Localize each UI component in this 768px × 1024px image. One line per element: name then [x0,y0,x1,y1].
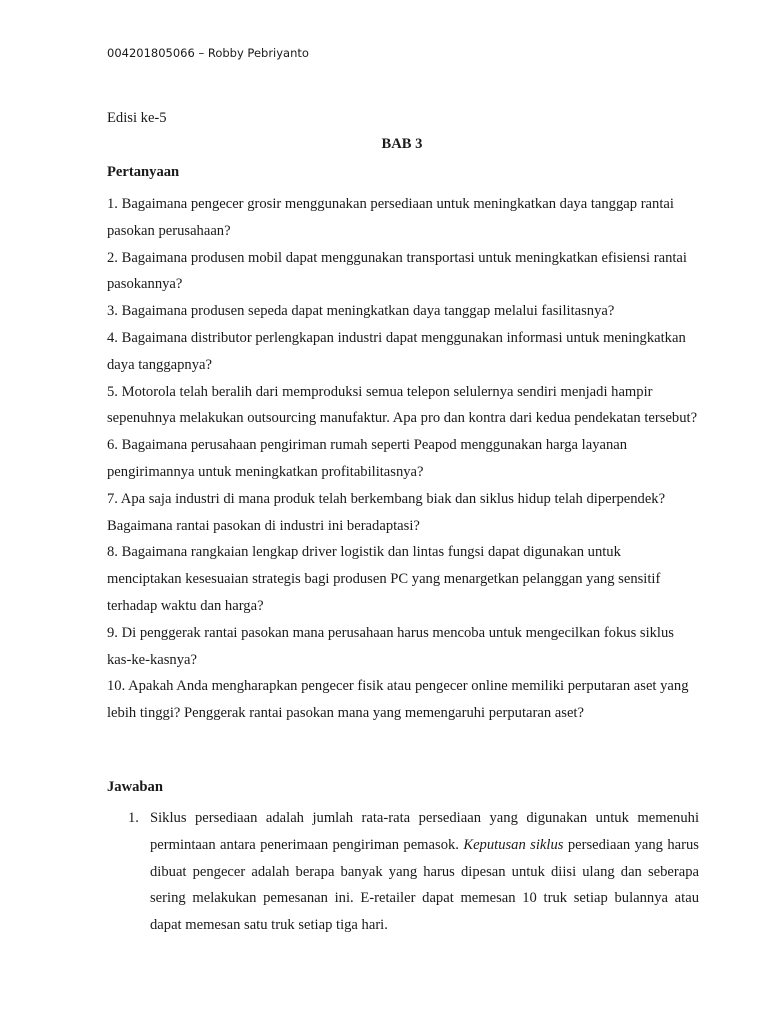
answer-text-part: persediaan yang harus dibuat pengecer adalah berapa banyak yang harus dipesan untuk diisi ulang dan seberapa sering melakukan pemesanan ini. E-retailer dapat memesan 10 truk setiap bulannya atau dapat memesan satu truk setiap tiga hari. [150,836,699,934]
question-item: 3. Bagaimana produsen sepeda dapat meningkatkan daya tanggap melalui fasilitasnya? [107,303,615,320]
chapter-title: BAB 3 [381,136,423,152]
answer-italic-term: Keputusan siklus [463,836,564,853]
answer-item [107,805,699,939]
answers-heading: Jawaban [107,779,163,795]
question-item: 2. Bagaimana produsen mobil dapat menggunakan transportasi untuk meningkatkan efisiensi rantai pasokannya? [107,249,687,293]
author-header: 004201805066 – Robby Pebriyanto [107,46,309,60]
question-item: 7. Apa saja industri di mana produk telah berkembang biak dan siklus hidup telah diperpendek? Bagaimana rantai pasokan di industri ini beradaptasi? [107,490,666,534]
edition-label: Edisi ke-5 [107,110,167,126]
question-item: 6. Bagaimana perusahaan pengiriman rumah seperti Peapod menggunakan harga layanan pengirimannya untuk meningkatkan profitabilitasnya? [107,437,628,480]
question-item: 5. Motorola telah beralih dari memproduksi semua telepon selulernya sendiri menjadi hampir sepenuhnya melakukan outsourcing manufaktur. Apa pro dan kontra dari kedua pendekatan tersebut? [107,383,698,427]
questions-heading: Pertanyaan [107,164,180,180]
answers-list [107,805,699,939]
question-item: 8. Bagaimana rangkaian lengkap driver logistik dan lintas fungsi dapat digunakan untuk menciptakan kesesuaian strategis bagi produsen PC yang menargetkan pelanggan yang sensitif terhadap waktu dan harga? [107,544,661,614]
question-item: 4. Bagaimana distributor perlengkapan industri dapat menggunakan informasi untuk meningkatkan daya tanggapnya? [107,329,686,373]
answer-text [150,805,699,939]
question-item: 9. Di penggerak rantai pasokan mana perusahaan harus mencoba untuk mengecilkan fokus siklus kas-ke-kasnya? [107,624,674,668]
answer-text-part: Siklus persediaan adalah jumlah rata-rata persediaan yang digunakan untuk memenuhi permintaan antara penerimaan pengiriman pemasok. [150,810,699,853]
answer-number: 1. [128,810,139,826]
question-item: 10. Apakah Anda mengharapkan pengecer fisik atau pengecer online memiliki perputaran aset yang lebih tinggi? Penggerak rantai pasokan mana yang memengaruhi perputaran aset? [107,678,689,722]
questions-list [107,191,699,727]
question-item: 1. Bagaimana pengecer grosir menggunakan persediaan untuk meningkatkan daya tanggap rantai pasokan perusahaan? [107,196,674,239]
